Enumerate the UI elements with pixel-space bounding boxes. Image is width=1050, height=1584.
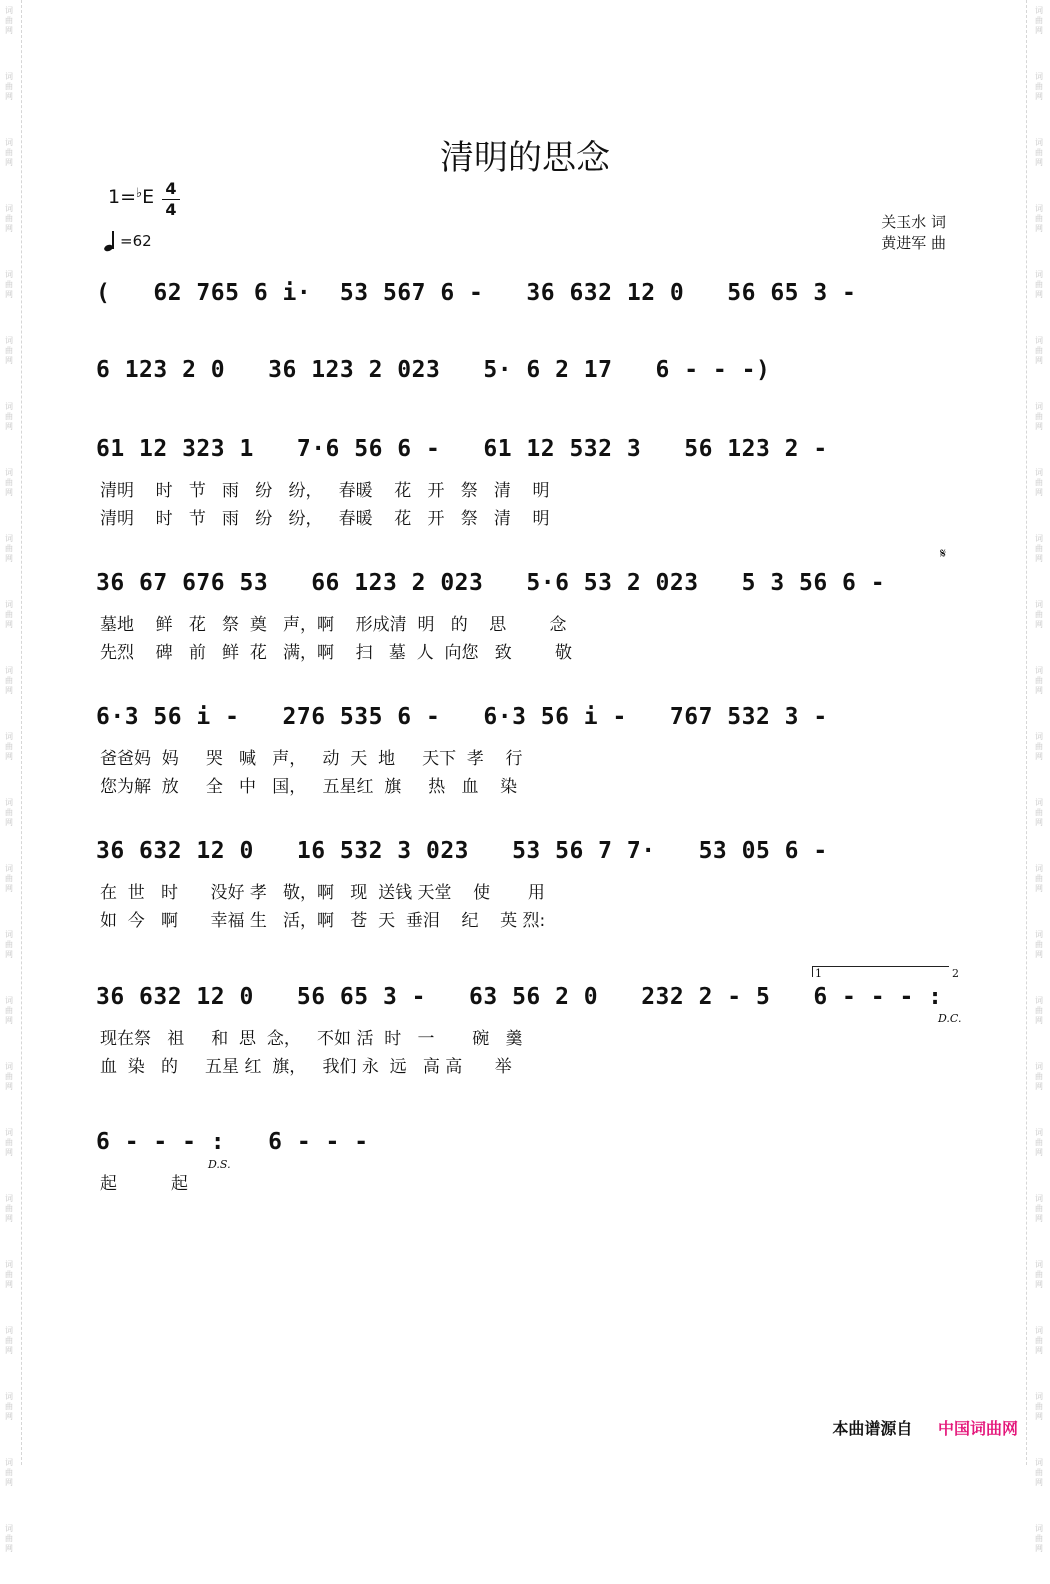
watermark-glyph: 词 曲 网 — [5, 534, 13, 563]
lyric-verse-1: 起 起 — [100, 1174, 189, 1194]
watermark-glyph: 词 曲 网 — [5, 6, 13, 35]
watermark-glyph: 词 曲 网 — [5, 402, 13, 431]
watermark-glyph: 词 曲 网 — [1035, 1128, 1043, 1157]
footer-source — [832, 1416, 1018, 1439]
watermark-glyph: 词 曲 网 — [5, 798, 13, 827]
watermark-glyph: 词 曲 网 — [5, 666, 13, 695]
right-watermark-strip — [1032, 0, 1046, 1553]
watermark-glyph: 词 曲 网 — [5, 1194, 13, 1223]
watermark-glyph: 词 曲 网 — [1035, 138, 1043, 167]
song-title: 清明的思念 — [440, 138, 610, 178]
watermark-glyph: 词 曲 网 — [5, 1458, 13, 1487]
watermark-glyph: 词 曲 网 — [1035, 930, 1043, 959]
volta-2-label: 2 — [952, 967, 959, 980]
notation-line: ( 62 765 6 i· 53 567 6 - 36 632 12 0 56 65 3 - — [96, 280, 857, 306]
notation-line: 6·3 56 i - 276 535 6 - 6·3 56 i - 767 532 3 - — [96, 704, 828, 730]
watermark-glyph: 词 曲 网 — [5, 336, 13, 365]
watermark-glyph: 词 曲 网 — [1035, 1458, 1043, 1487]
dal-segno-mark: D.S. — [208, 1158, 231, 1171]
watermark-glyph: 词 曲 网 — [1035, 1326, 1043, 1355]
notation-line: 36 632 12 0 56 65 3 - 63 56 2 0 232 2 - 5 6 - - - : — [96, 984, 943, 1010]
da-capo-mark: D.C. — [938, 1012, 962, 1025]
tempo-marking: =62 — [104, 230, 152, 252]
watermark-glyph: 词 曲 网 — [1035, 534, 1043, 563]
watermark-glyph: 词 曲 网 — [1035, 798, 1043, 827]
lyric-verse-1: 在 世 时 没好 孝 敬，啊 现 送钱 天堂 使 用 — [100, 883, 545, 903]
quarter-note-icon — [104, 230, 116, 252]
watermark-glyph: 词 曲 网 — [1035, 1062, 1043, 1091]
watermark-glyph: 词 曲 网 — [5, 1392, 13, 1421]
watermark-glyph: 词 曲 网 — [1035, 864, 1043, 893]
lyric-verse-1: 现在祭 祖 和 思 念， 不如 活 时 一 碗 羹 — [100, 1029, 523, 1049]
lyricist: 关玉水 词 — [881, 213, 946, 231]
watermark-glyph: 词 曲 网 — [5, 1062, 13, 1091]
watermark-glyph: 词 曲 网 — [5, 732, 13, 761]
watermark-glyph: 词 曲 网 — [1035, 1392, 1043, 1421]
watermark-glyph: 词 曲 网 — [5, 1524, 13, 1553]
lyric-verse-2: 先烈 碑 前 鲜 花 满，啊 扫 墓 人 向您 致 敬 — [100, 643, 572, 663]
watermark-glyph: 词 曲 网 — [1035, 1260, 1043, 1289]
watermark-glyph: 词 曲 网 — [5, 1260, 13, 1289]
source-label: 本曲谱源自 — [832, 1419, 913, 1438]
watermark-glyph: 词 曲 网 — [1035, 204, 1043, 233]
notation-line: 36 632 12 0 16 532 3 023 53 56 7 7· 53 05 6 - — [96, 838, 828, 864]
left-watermark-strip — [2, 0, 16, 1553]
watermark-glyph: 词 曲 网 — [1035, 270, 1043, 299]
watermark-glyph: 词 曲 网 — [1035, 6, 1043, 35]
watermark-glyph: 词 曲 网 — [5, 204, 13, 233]
notation-line: 36 67 676 53 66 123 2 023 5·6 53 2 023 5 3 56 6 - — [96, 570, 886, 596]
watermark-glyph: 词 曲 网 — [5, 600, 13, 629]
watermark-glyph: 词 曲 网 — [5, 930, 13, 959]
watermark-glyph: 词 曲 网 — [1035, 402, 1043, 431]
watermark-glyph: 词 曲 网 — [1035, 1524, 1043, 1553]
watermark-glyph: 词 曲 网 — [5, 1326, 13, 1355]
composer: 黄进军 曲 — [881, 234, 946, 252]
key-signature: 1=♭E — [108, 186, 155, 208]
volta-1-label: 1 — [815, 967, 822, 980]
lyric-verse-1: 墓地 鲜 花 祭 奠 声，啊 形成清 明 的 思 念 — [100, 615, 567, 635]
watermark-glyph: 词 曲 网 — [1035, 336, 1043, 365]
watermark-glyph: 词 曲 网 — [5, 1128, 13, 1157]
watermark-glyph: 词 曲 网 — [1035, 996, 1043, 1025]
watermark-glyph: 词 曲 网 — [1035, 600, 1043, 629]
watermark-glyph: 词 曲 网 — [5, 996, 13, 1025]
watermark-glyph: 词 曲 网 — [1035, 72, 1043, 101]
watermark-glyph: 词 曲 网 — [5, 468, 13, 497]
watermark-glyph: 词 曲 网 — [1035, 666, 1043, 695]
lyric-verse-1: 爸爸妈 妈 哭 喊 声， 动 天 地 天下 孝 行 — [100, 749, 523, 769]
source-brand-link[interactable]: 中国词曲网 — [937, 1419, 1018, 1438]
notation-line: 6 - - - : 6 - - - — [96, 1129, 369, 1155]
lyric-verse-2: 血 染 的 五星 红 旗， 我们 永 远 高 高 举 — [100, 1057, 512, 1077]
watermark-glyph: 词 曲 网 — [5, 864, 13, 893]
watermark-glyph: 词 曲 网 — [1035, 732, 1043, 761]
lyric-verse-1: 清明 时 节 雨 纷 纷， 春暖 花 开 祭 清 明 — [100, 481, 550, 501]
time-signature: 4 4 — [162, 180, 180, 219]
lyric-verse-2: 清明 时 节 雨 纷 纷， 春暖 花 开 祭 清 明 — [100, 509, 550, 529]
notation-line: 6 123 2 0 36 123 2 023 5· 6 2 17 6 - - -) — [96, 357, 771, 383]
credits — [881, 212, 946, 254]
watermark-glyph: 词 曲 网 — [1035, 1194, 1043, 1223]
lyric-verse-2: 您为解 放 全 中 国， 五星红 旗 热 血 染 — [100, 777, 518, 797]
watermark-glyph: 词 曲 网 — [5, 72, 13, 101]
lyric-verse-2: 如 今 啊 幸福 生 活，啊 苍 天 垂泪 纪 英 烈: — [100, 911, 546, 931]
watermark-glyph: 词 曲 网 — [5, 270, 13, 299]
segno-sign: 𝄋 — [940, 546, 947, 562]
watermark-glyph: 词 曲 网 — [5, 138, 13, 167]
notation-line: 61 12 323 1 7·6 56 6 - 61 12 532 3 56 123 2 - — [96, 436, 828, 462]
watermark-glyph: 词 曲 网 — [1035, 468, 1043, 497]
volta-bracket-1 — [812, 966, 949, 977]
